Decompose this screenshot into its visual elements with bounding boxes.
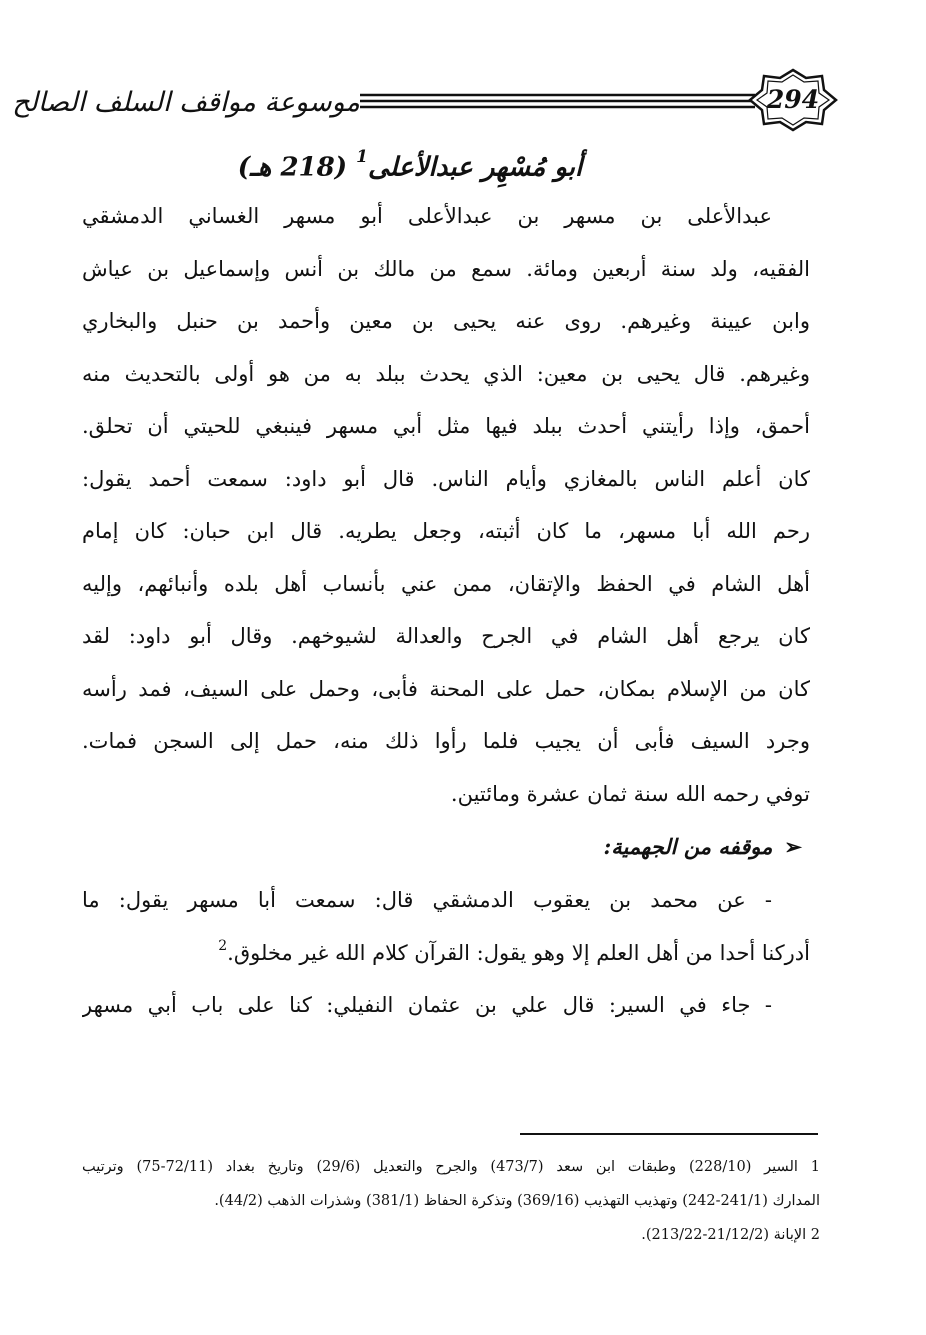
body-line-text: أدركنا أحدا من أهل العلم إلا وهو يقول: القرآن كلام الله غير مخلوق. (227, 940, 810, 965)
body-line: الفقيه، ولد سنة أربعين ومائة. سمع من مالك بن أنس وإسماعيل بن عياش (82, 256, 810, 281)
body-line: وجرد السيف فأبى أن يجيب فلما رأوا ذلك منه، حمل إلى السجن فمات. (82, 729, 810, 753)
body-line: كان يرجع أهل الشام في الجرح والعدالة لشيوخهم. وقال أبو داود: لقد (82, 624, 810, 648)
body-line: أحمق، وإذا رأيتني أحدث ببلد فيها مثل أبي مسهر فينبغي للحيتي أن تحلق. (82, 414, 810, 438)
body-line: توفي رحمه الله سنة ثمان عشرة ومائتين. (450, 781, 810, 806)
header-rule (360, 92, 755, 110)
heading-date: (218 هـ) (237, 152, 348, 183)
body-line: رحم الله أبا مسهر، ما كان أثبته، وجعل يطريه. قال ابن حبان: كان إمام (82, 519, 810, 543)
body-text (82, 190, 810, 1032)
body-line: وابن عيينة وغيرهم. روى عنه يحيى بن معين وأحمد بن حنبل والبخاري (82, 309, 810, 333)
body-line: - عن محمد بن يعقوب الدمشقي قال: سمعت أبا مسهر يقول: ما (82, 888, 772, 912)
footnote-line: 1 السير (228/10) وطبقات ابن سعد (473/7) والجرح والتعديل (29/6) وتاريخ بغداد (72/11-75) وترتيب (82, 1159, 820, 1175)
page-number: 294 (766, 85, 820, 114)
footnotes (82, 1150, 820, 1252)
footnote-line: المدارك (241/1-242) وتهذيب التهذيب (369/16) وتذكرة الحفاظ (381/1) وشذرات الذهب (44/2). (214, 1193, 820, 1209)
running-title: موسوعة مواقف السلف الصالح (12, 87, 360, 118)
body-line: عبدالأعلى بن مسهر بن عبدالأعلى أبو مسهر الغساني الدمشقي (82, 204, 772, 228)
entry-heading (200, 137, 620, 185)
subheading-text: موقفه من الجهمية: (603, 834, 773, 859)
heading-title: أبو مُسْهِر عبدالأعلى (367, 152, 583, 183)
body-line: كان أعلم الناس بالمغازي وأيام الناس. قال أبو داود: سمعت أحمد يقول: (82, 466, 810, 491)
body-line: كان من الإسلام بمكان، حمل على المحنة فأبى، وحمل على السيف، فمد رأسه (82, 676, 810, 701)
footnote-separator (520, 1133, 818, 1135)
footnote-marker: 2 (218, 937, 228, 954)
footnote-line: 2 الإبانة (21/12/2-213/22). (641, 1227, 820, 1243)
heading-footnote-marker: 1 (356, 147, 368, 167)
body-line: وغيرهم. قال يحيى بن معين: الذي يحدث ببلد به من هو أولى بالتحديث منه (82, 361, 810, 386)
arrow-bullet-icon: ➢ (784, 834, 802, 859)
section-subheading (82, 820, 810, 874)
body-line: - جاء في السير: قال علي بن عثمان النفيلي: كنا على باب أبي مسهر (82, 993, 772, 1017)
body-line (82, 927, 810, 980)
body-line: أهل الشام في الحفظ والإتقان، ممن عني بأنساب أهل بلده وأنبائهم، وإليه (82, 571, 810, 596)
